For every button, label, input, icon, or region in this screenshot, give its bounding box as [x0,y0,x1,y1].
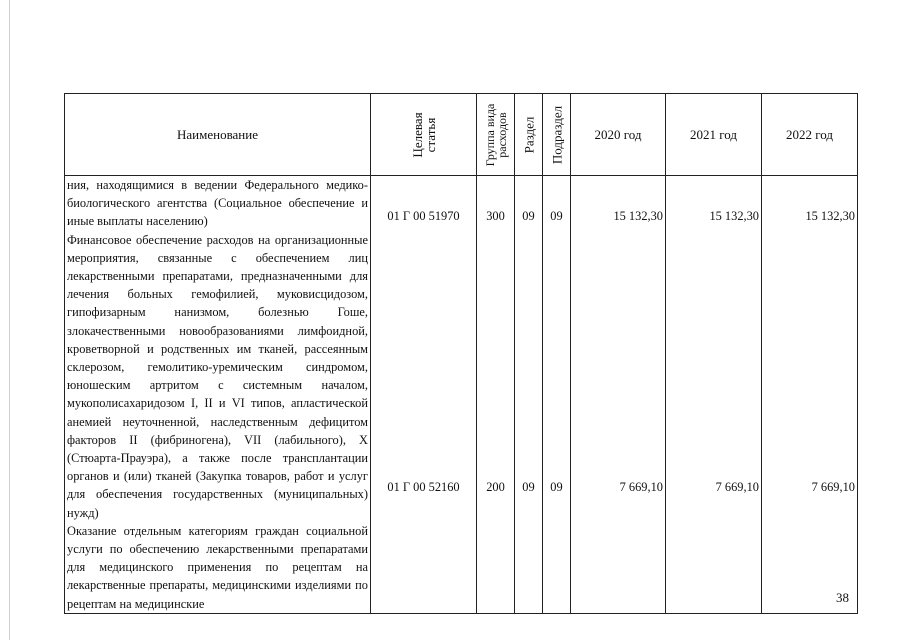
header-target-article [371,94,477,176]
header-year-2020: 2020 год [571,94,666,176]
header-year-2022: 2022 год [762,94,858,176]
header-subsection [543,94,571,176]
amount-2021-value: 7 669,10 [715,480,759,494]
subsection-value: 09 [550,480,563,494]
header-section [515,94,543,176]
budget-table [64,93,858,614]
amount-2022-value: 7 669,10 [811,480,855,494]
header-section-label: Раздел [521,116,536,153]
expense-group-value: 300 [486,209,505,223]
header-name: Наименование [65,94,371,176]
amount-2022-value: 15 132,30 [805,209,855,223]
subsection-cell [543,176,571,614]
table-body-row [65,176,858,614]
header-subsection-label: Подраздел [549,105,564,164]
header-year-2021: 2021 год [666,94,762,176]
amount-2022-cell [762,176,858,614]
table-header-row [65,94,858,176]
subsection-value: 09 [550,209,563,223]
section-cell [515,176,543,614]
amount-2020-value: 7 669,10 [619,480,663,494]
header-target-article-line2: статья [422,117,438,152]
header-expense-group-line1: Группа вида [482,103,497,166]
header-target-article-line1: Целевая [409,111,425,158]
amount-2021-value: 15 132,30 [709,209,759,223]
target-article-value: 01 Г 00 52160 [387,480,460,494]
header-expense-group [477,94,515,176]
name-text-continued: ния, находящимися в ведении Федерального медико-биологического агентства (Социальное обеспечение и иные выплаты населению) [67,178,368,229]
target-article-value: 01 Г 00 51970 [387,209,460,223]
expense-group-cell [477,176,515,614]
section-value: 09 [522,480,535,494]
name-text-item-1: Финансовое обеспечение расходов на организационные мероприятия, связанные с обеспечением лиц лекарственными препаратами, предназначенными для лечения больных гемофилией, муковисцидозом, гипофизарным нанизмом, болезнью Гоше, злокачественными новообразованиями лимфоидной, кроветворной и родственных им тканей, рассеянным склерозом, гемолитико-уремическим синдромом, юношеским артритом с системным началом, мукополисахаридозом I, II и VI типов, апластической анемией неуточненной, наследственным дефицитом факторов II (фибриногена), VII (лабильного), X (Стюарта-Прауэра), а также после трансплантации органов и (или) тканей (Закупка товаров, работ и услуг для обеспечения государственных (муниципальных) нужд) [67,232,368,520]
amount-2020-cell [571,176,666,614]
name-text-item-2: Оказание отдельным категориям граждан социальной услуги по обеспечению лекарственными препаратами для медицинского применения по рецептам на лекарственные препараты, медицинскими изделиями по рецептам на медицинские [67,523,368,611]
name-cell [65,176,371,614]
scan-edge-line [9,0,10,640]
page-number: 38 [836,590,849,605]
amount-2020-value: 15 132,30 [613,209,663,223]
amount-2021-cell [666,176,762,614]
expense-group-value: 200 [486,480,505,494]
header-expense-group-line2: расходов [494,111,509,158]
target-article-cell [371,176,477,614]
section-value: 09 [522,209,535,223]
